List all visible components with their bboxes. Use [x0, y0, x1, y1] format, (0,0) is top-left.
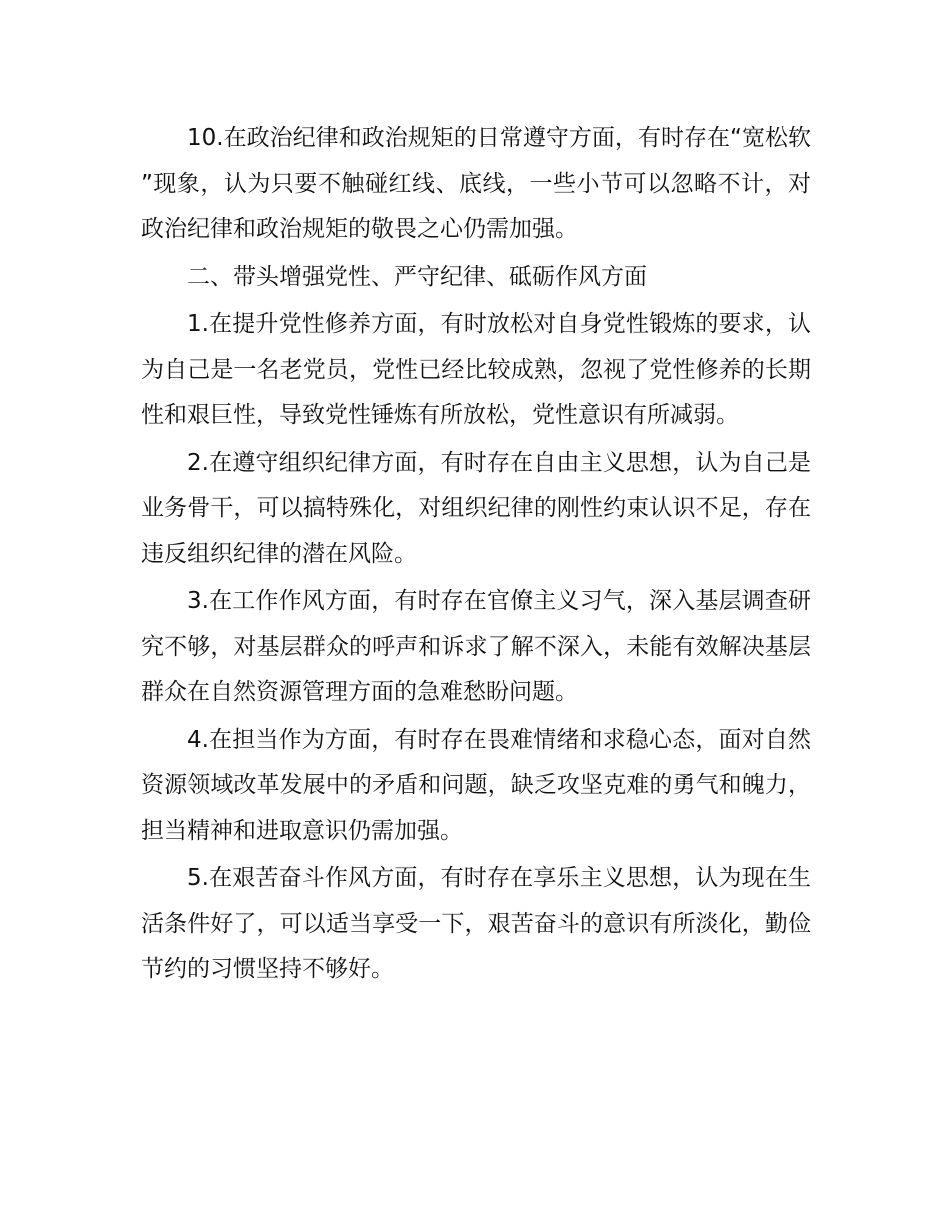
paragraph-item-1-party-cultivation: 1.在提升党性修养方面，有时放松对自身党性锻炼的要求，认为自己是一名老党员，党性已经比较成熟，忽视了党性修养的长期性和艰巨性，导致党性锤炼有所放松，党性意识有所减弱。 — [141, 311, 811, 428]
paragraph-item-5-hard-work: 5.在艰苦奋斗作风方面，有时存在享乐主义思想，认为现在生活条件好了，可以适当享受一下，艰苦奋斗的意识有所淡化，勤俭节约的习惯坚持不够好。 — [141, 865, 811, 982]
paragraph-item-3-work-style: 3.在工作作风方面，有时存在官僚主义习气，深入基层调查研究不够，对基层群众的呼声和诉求了解不深入，未能有效解决基层群众在自然资源管理方面的急难愁盼问题。 — [141, 588, 811, 705]
paragraph-item-10-political-discipline: 10.在政治纪律和政治规矩的日常遵守方面，有时存在“宽松软”现象，认为只要不触碰红线、底线，一些小节可以忽略不计，对政治纪律和政治规矩的敬畏之心仍需加强。 — [141, 125, 811, 242]
paragraph-item-4-responsibility: 4.在担当作为方面，有时存在畏难情绪和求稳心态，面对自然资源领域改革发展中的矛盾和问题，缺乏攻坚克难的勇气和魄力，担当精神和进取意识仍需加强。 — [141, 726, 811, 844]
document-body — [141, 116, 811, 993]
section-heading-party-spirit: 二、带头增强党性、严守纪律、砥砺作风方面 — [187, 263, 647, 290]
paragraph-item-2-organizational-discipline: 2.在遵守组织纪律方面，有时存在自由主义思想，认为自己是业务骨干，可以搞特殊化，对组织纪律的刚性约束认识不足，存在违反组织纪律的潜在风险。 — [141, 449, 811, 567]
